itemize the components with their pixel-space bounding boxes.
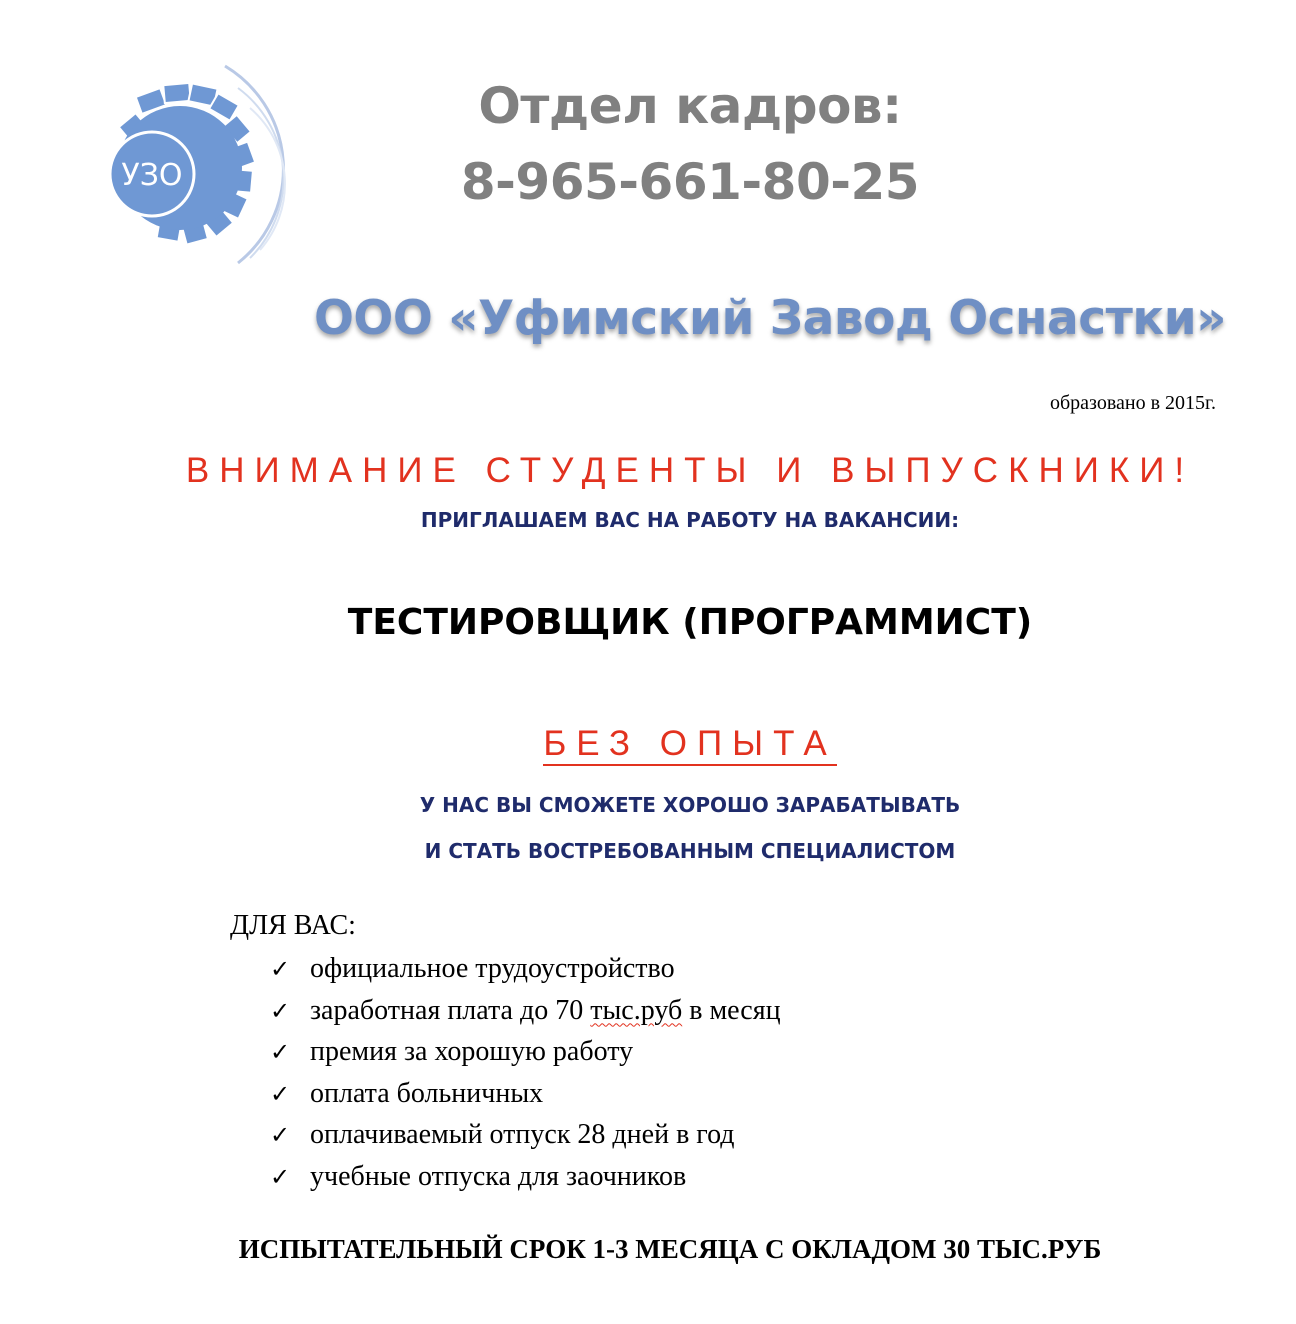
benefit-text-before: заработная плата до 70 <box>310 994 591 1026</box>
benefit-text: оплата больничных <box>310 1077 544 1109</box>
hr-contact <box>380 68 1000 220</box>
benefit-text: оплачиваемый отпуск 28 дней в год <box>310 1119 735 1150</box>
benefit-item <box>270 1156 781 1198</box>
checkmark-icon: ✓ <box>270 1121 291 1149</box>
hr-label: Отдел кадров: <box>478 77 902 135</box>
founded-note: образовано в 2015г. <box>1050 392 1216 414</box>
benefits-list <box>270 948 781 1197</box>
earn-line-1: У НАС ВЫ СМОЖЕТЕ ХОРОШО ЗАРАБАТЫВАТЬ <box>419 793 961 817</box>
benefit-text: премия за хорошую работу <box>310 1036 634 1067</box>
benefit-text: учебные отпуска для заочников <box>310 1160 687 1192</box>
hr-phone[interactable]: 8-965-661-80-25 <box>460 153 920 211</box>
benefit-item <box>270 990 781 1032</box>
checkmark-icon: ✓ <box>270 1162 291 1191</box>
no-experience-label <box>120 724 1260 764</box>
benefit-item <box>270 1031 781 1073</box>
attention-heading: ВНИМАНИЕ СТУДЕНТЫ И ВЫПУСКНИКИ! <box>185 451 1195 490</box>
no-experience-text: БЕЗ ОПЫТА <box>543 724 836 766</box>
checkmark-icon: ✓ <box>270 955 291 983</box>
earn-message <box>120 782 1260 874</box>
probation-note: ИСПЫТАТЕЛЬНЫЙ СРОК 1-3 МЕСЯЦА С ОКЛАДОМ 30 ТЫС.РУБ <box>238 1234 1102 1264</box>
benefit-item <box>270 1073 781 1115</box>
checkmark-icon: ✓ <box>270 1079 291 1108</box>
benefit-text-squiggle: тыс.руб <box>590 994 683 1026</box>
benefit-item <box>270 1114 781 1156</box>
checkmark-icon: ✓ <box>270 996 291 1025</box>
company-name: ООО «Уфимский Завод Оснастки» <box>313 291 1227 346</box>
logo-text: УЗО <box>121 158 183 193</box>
benefits-title: ДЛЯ ВАС: <box>230 910 356 941</box>
benefit-text-after: в месяц <box>682 994 781 1026</box>
benefit-text: официальное трудоустройство <box>310 953 675 984</box>
benefit-item <box>270 948 781 990</box>
earn-line-2: И СТАТЬ ВОСТРЕБОВАННЫМ СПЕЦИАЛИСТОМ <box>424 839 956 863</box>
vacancy-title: ТЕСТИРОВЩИК (ПРОГРАММИСТ) <box>347 602 1033 643</box>
checkmark-icon: ✓ <box>270 1038 291 1066</box>
company-logo <box>60 58 310 278</box>
gear-logo-icon <box>60 58 310 278</box>
invite-text: ПРИГЛАШАЕМ ВАС НА РАБОТУ НА ВАКАНСИИ: <box>420 508 960 532</box>
